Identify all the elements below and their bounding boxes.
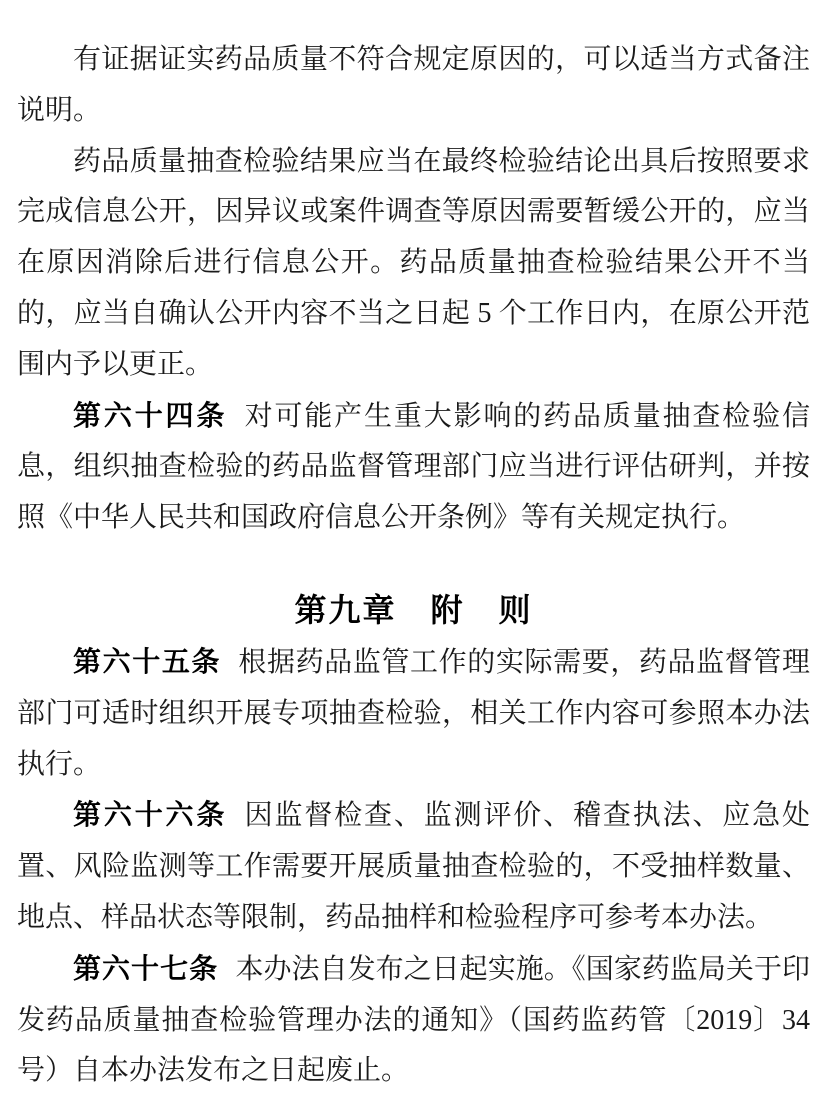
article-paragraph — [17, 391, 810, 544]
chapter-heading: 第九章 附 则 — [294, 591, 533, 628]
article-paragraph — [17, 637, 810, 790]
document-body — [17, 35, 810, 1097]
body-paragraph: 药品质量抽查检验结果应当在最终检验结论出具后按照要求完成信息公开，因异议或案件调查等原因需要暂缓公开的，应当在原因消除后进行信息公开。药品质量抽查检验结果公开不当的，应当自确认公开内容不当之日起 5 个工作日内，在原公开范围内予以更正。 — [17, 145, 810, 380]
article-number: 第六十四条 — [73, 399, 228, 431]
article-number: 第六十七条 — [73, 952, 219, 984]
article-number: 第六十五条 — [73, 645, 222, 677]
article-text: 因监督检查、监测评价、稽查执法、应急处置、风险监测等工作需要开展质量抽查检验的，不受抽样数量、地点、样品状态等限制，药品抽样和检验程序可参考本办法。 — [17, 800, 810, 933]
article-text: 本办法自发布之日起实施。《国家药监局关于印发药品质量抽查检验管理办法的通知》（国药监药管〔2019〕34 号）自本办法发布之日起废止。 — [17, 953, 810, 1087]
body-paragraph: 有证据证实药品质量不符合规定原因的，可以适当方式备注说明。 — [17, 44, 810, 126]
article-number: 第六十六条 — [73, 799, 228, 831]
article-text: 对可能产生重大影响的药品质量抽查检验信息，组织抽查检验的药品监督管理部门应当进行评估研判，并按照《中华人民共和国政府信息公开条例》等有关规定执行。 — [17, 400, 810, 534]
article-paragraph — [17, 944, 810, 1097]
article-paragraph — [17, 790, 810, 943]
article-text: 根据药品监管工作的实际需要，药品监督管理部门可适时组织开展专项抽查检验，相关工作内容可参照本办法执行。 — [17, 646, 810, 780]
